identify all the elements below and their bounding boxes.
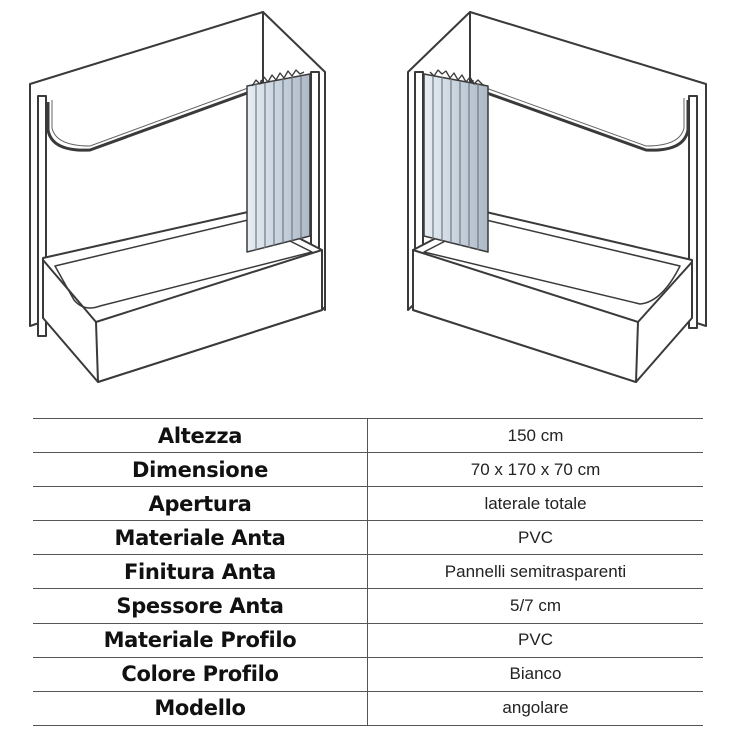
spec-label: Materiale Profilo <box>33 623 368 657</box>
spec-row <box>33 419 703 453</box>
spec-row <box>33 691 703 725</box>
right-bathtub-illustration <box>408 12 706 382</box>
spec-value: laterale totale <box>368 487 704 521</box>
spec-label: Spessore Anta <box>33 589 368 623</box>
spec-value: 70 x 170 x 70 cm <box>368 453 704 487</box>
spec-row <box>33 453 703 487</box>
spec-label: Colore Profilo <box>33 657 368 691</box>
spec-label: Altezza <box>33 419 368 453</box>
spec-value: PVC <box>368 521 704 555</box>
spec-value: Bianco <box>368 657 704 691</box>
spec-row <box>33 623 703 657</box>
left-bathtub-illustration <box>30 12 325 382</box>
spec-label: Dimensione <box>33 453 368 487</box>
spec-value: 150 cm <box>368 419 704 453</box>
specifications-table-body <box>33 419 703 726</box>
spec-label: Finitura Anta <box>33 555 368 589</box>
spec-row <box>33 657 703 691</box>
spec-value: 5/7 cm <box>368 589 704 623</box>
right-folding-panel <box>424 70 488 252</box>
specifications-table <box>33 418 703 726</box>
spec-row <box>33 521 703 555</box>
spec-value: PVC <box>368 623 704 657</box>
spec-value: angolare <box>368 691 704 725</box>
spec-row <box>33 589 703 623</box>
spec-value: Pannelli semitrasparenti <box>368 555 704 589</box>
spec-label: Modello <box>33 691 368 725</box>
spec-row <box>33 555 703 589</box>
spec-label: Apertura <box>33 487 368 521</box>
spec-label: Materiale Anta <box>33 521 368 555</box>
spec-row <box>33 487 703 521</box>
left-folding-panel <box>247 70 310 252</box>
